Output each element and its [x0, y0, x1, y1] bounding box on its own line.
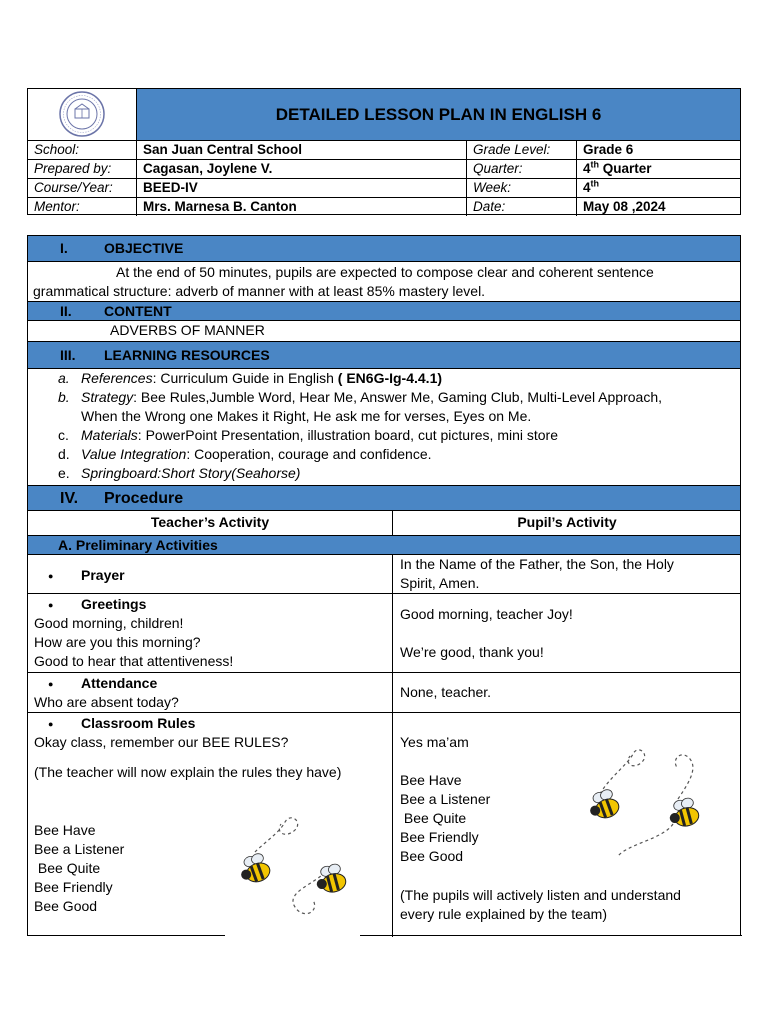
- quarter-value: [577, 160, 740, 178]
- greetings-title: [81, 595, 146, 614]
- school-label: School:: [28, 141, 137, 159]
- procedure-title: Procedure: [104, 490, 184, 507]
- resource-code: ( EN6G-Ig-4.4.1): [337, 370, 443, 386]
- resource-text: : Bee Rules,Jumble Word, Hear Me, Answer Me, Gaming Club, Multi-Level Approach,: [133, 389, 662, 405]
- objective-title: OBJECTIVE: [104, 240, 184, 256]
- resource-label: Strategy: [81, 389, 134, 405]
- rules-teacher-list-item: Bee Have: [34, 822, 96, 838]
- prayer-title: [81, 566, 125, 585]
- greetings-teacher-line-1: Good morning, children!: [34, 615, 184, 631]
- school-value: San Juan Central School: [137, 141, 467, 159]
- prepared-by-label: Prepared by:: [28, 160, 137, 178]
- resource-letter: c.: [58, 427, 69, 443]
- date-label: Date:: [467, 198, 577, 216]
- greetings-pupil-line-1: Good morning, teacher Joy!: [400, 606, 573, 622]
- learning-resources-band: [28, 341, 740, 369]
- greetings-label: Greetings: [81, 596, 147, 612]
- resource-letter: d.: [58, 446, 70, 462]
- column-divider: [392, 511, 393, 535]
- bees-illustration: [578, 744, 713, 866]
- prayer-response-line-1: In the Name of the Father, the Son, the Holy: [400, 556, 674, 572]
- objective-text-line-2: grammatical structure: adverb of manner with at least 85% mastery level.: [33, 283, 486, 299]
- week-number: 4: [583, 180, 591, 195]
- objective-band: [28, 236, 740, 262]
- table-bottom-border: [27, 935, 225, 936]
- content-title: CONTENT: [104, 303, 172, 319]
- resource-text: : PowerPoint Presentation, illustration board, cut pictures, mini store: [137, 427, 558, 443]
- course-year-value: BEED-IV: [137, 179, 467, 197]
- quarter-number: 4: [583, 161, 591, 176]
- prayer-response-line-2: Spirit, Amen.: [400, 575, 480, 591]
- resource-text: : Cooperation, courage and confidence.: [186, 446, 432, 462]
- preliminary-activities-title: A. Preliminary Activities: [58, 537, 218, 553]
- lesson-plan-header: [27, 88, 741, 215]
- lesson-plan-title: DETAILED LESSON PLAN IN ENGLISH 6: [275, 104, 602, 124]
- rules-teacher-line-2: (The teacher will now explain the rules they have): [34, 764, 342, 780]
- rules-teacher-list-item: Bee Friendly: [34, 879, 113, 895]
- procedure-number: IV.: [60, 490, 79, 507]
- attendance-pupil-line: None, teacher.: [400, 684, 492, 700]
- mentor-label: Mentor:: [28, 198, 137, 216]
- grade-level-value: Grade 6: [583, 142, 634, 157]
- rules-pupil-note-line-2: every rule explained by the team): [400, 906, 607, 922]
- attendance-label: Attendance: [81, 675, 158, 691]
- header-row: [28, 197, 740, 216]
- rules-teacher-list-item: Bee Good: [34, 898, 98, 914]
- rules-pupil-list-item: Bee Good: [400, 848, 464, 864]
- resource-item: [58, 445, 432, 464]
- attendance-title: [81, 674, 157, 693]
- resource-letter: a.: [58, 370, 70, 386]
- objective-text-line-1: At the end of 50 minutes, pupils are expected to compose clear and coherent sentence: [116, 264, 654, 280]
- rules-pupil-list-item: Bee Quite: [400, 810, 467, 826]
- mentor-value: Mrs. Marnesa B. Canton: [137, 198, 467, 216]
- learning-resources-title: LEARNING RESOURCES: [104, 347, 270, 363]
- bee-icon: [585, 787, 621, 822]
- school-seal-icon: [28, 89, 137, 140]
- rules-pupil-note-line-1: (The pupils will actively listen and understand: [400, 887, 681, 903]
- resource-label: Springboard:Short Story(Seahorse): [81, 465, 301, 481]
- week-suffix-sup: th: [590, 179, 600, 189]
- row-divider: [28, 672, 740, 673]
- lesson-plan-title-cell: [137, 89, 740, 140]
- bees-illustration: [225, 812, 360, 937]
- rules-teacher-line-1: Okay class, remember our BEE RULES?: [34, 734, 289, 750]
- row-divider: [28, 593, 740, 594]
- teacher-activity-header: Teacher’s Activity: [150, 514, 270, 530]
- procedure-band: [28, 485, 740, 511]
- resource-label: References: [81, 370, 153, 386]
- rules-teacher-list-item: Bee a Listener: [34, 841, 125, 857]
- week-value: [577, 179, 740, 197]
- resource-letter: b.: [58, 389, 70, 405]
- content-band: [28, 301, 740, 321]
- header-row: [28, 140, 740, 159]
- resource-item: [58, 426, 558, 445]
- resource-letter: e.: [58, 465, 70, 481]
- preliminary-activities-band: [28, 535, 740, 555]
- greetings-teacher-line-3: Good to hear that attentiveness!: [34, 653, 234, 669]
- classroom-rules-label: Classroom Rules: [81, 715, 196, 731]
- table-bottom-border: [360, 935, 742, 936]
- header-row: [28, 159, 740, 178]
- learning-resources-number: III.: [60, 347, 76, 363]
- rules-pupil-line-1: Yes ma’am: [400, 734, 469, 750]
- rules-pupil-list-item: Bee a Listener: [400, 791, 491, 807]
- header-row: [28, 178, 740, 197]
- resource-label: Materials: [81, 427, 138, 443]
- classroom-rules-title: [81, 714, 195, 733]
- greetings-pupil-line-2: We’re good, thank you!: [400, 644, 544, 660]
- column-divider: [392, 555, 393, 937]
- week-label: Week:: [467, 179, 577, 197]
- quarter-suffix-sup: th: [590, 160, 600, 170]
- rules-pupil-list-item: Bee Friendly: [400, 829, 479, 845]
- objective-number: I.: [60, 240, 68, 256]
- resource-item: [58, 369, 442, 388]
- greetings-teacher-line-2: How are you this morning?: [34, 634, 201, 650]
- quarter-word: Quarter: [599, 161, 652, 176]
- date-value: May 08 ,2024: [583, 199, 666, 214]
- resource-label: Value Integration: [81, 446, 187, 462]
- grade-level-label: Grade Level:: [467, 141, 577, 159]
- bee-icon: [666, 796, 701, 830]
- row-divider: [28, 712, 740, 713]
- content-text: ADVERBS OF MANNER: [110, 322, 265, 338]
- resource-text: : Curriculum Guide in English: [152, 370, 338, 386]
- resource-item: [58, 464, 300, 483]
- pupil-activity-header: Pupil’s Activity: [517, 514, 617, 530]
- prepared-by-value: Cagasan, Joylene V.: [137, 160, 467, 178]
- rules-teacher-list-item: Bee Quite: [34, 860, 101, 876]
- prayer-label: Prayer: [81, 567, 125, 583]
- school-logo-cell: [28, 89, 137, 140]
- resource-text-continued: When the Wrong one Makes it Right, He ask me for verses, Eyes on Me.: [81, 408, 532, 424]
- rules-pupil-list-item: Bee Have: [400, 772, 462, 788]
- quarter-label: Quarter:: [467, 160, 577, 178]
- attendance-teacher-line: Who are absent today?: [34, 694, 179, 710]
- content-number: II.: [60, 303, 72, 319]
- resource-item: [58, 388, 662, 407]
- course-year-label: Course/Year:: [28, 179, 137, 197]
